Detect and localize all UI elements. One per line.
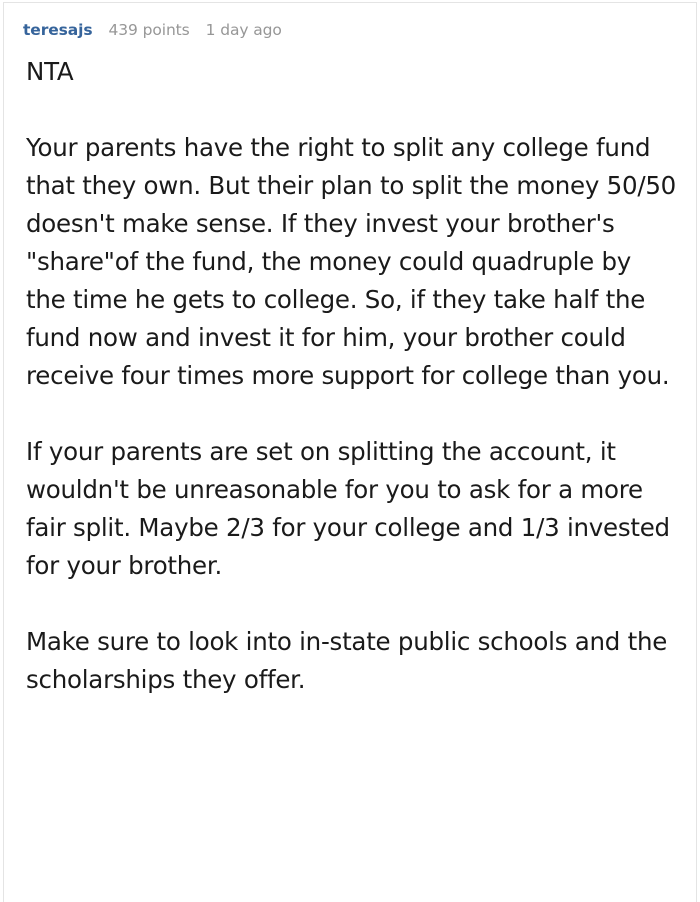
comment-metadata-header — [23, 22, 282, 39]
comment-paragraph-1: Your parents have the right to split any college fund that they own. But their plan to split the money 50/50 doesn't make sense. If they invest your brother's "share"of the fund, the money could quadruple by the time he gets to college. So, if they take half the fund now and invest it for him, your brother could receive four times more support for college than you. — [26, 133, 677, 390]
comment-score: 439 points — [108, 21, 190, 39]
comment-card — [3, 2, 697, 902]
comment-paragraph-3: Make sure to look into in-state public schools and the scholarships they offer. — [26, 627, 668, 694]
comment-timestamp: 1 day ago — [205, 21, 282, 39]
comment-body — [26, 53, 676, 699]
comment-paragraph-2: If your parents are set on splitting the account, it wouldn't be unreasonable for you to ask for a more fair split. Maybe 2/3 for your college and 1/3 invested for your brother. — [26, 437, 670, 580]
comment-author-link[interactable]: teresajs — [23, 21, 93, 39]
comment-verdict-line: NTA — [26, 57, 74, 86]
